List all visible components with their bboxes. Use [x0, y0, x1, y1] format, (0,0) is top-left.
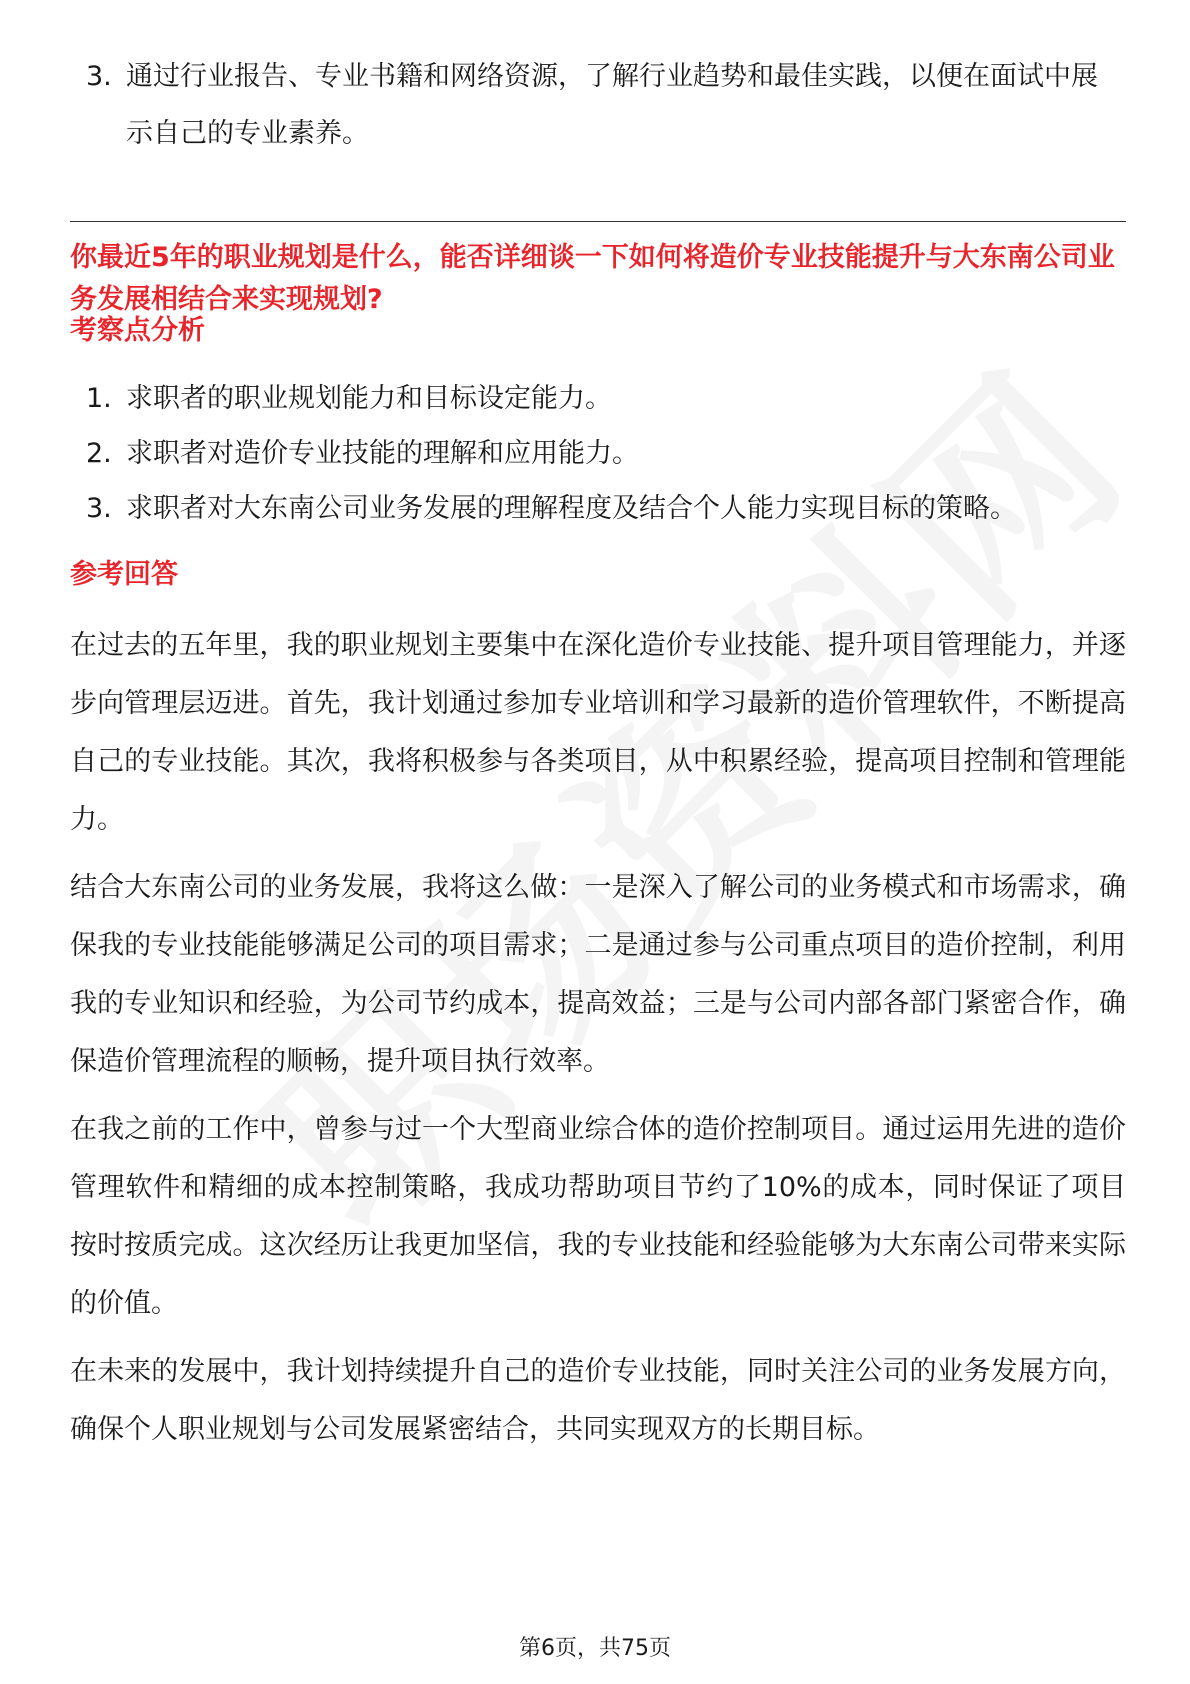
- answer-paragraph-1: 在过去的五年里，我的职业规划主要集中在深化造价专业技能、提升项目管理能力，并逐步向管理层迈进。首先，我计划通过参加专业培训和学习最新的造价管理软件，不断提高自己的专业技能。其次，我将积极参与各类项目，从中积累经验，提高项目控制和管理能力。: [70, 630, 1126, 835]
- interview-question: 你最近5年的职业规划是什么，能否详细谈一下如何将造价专业技能提升与大东南公司业务发展相结合来实现规划?: [70, 242, 1115, 315]
- section-divider: [70, 221, 1126, 222]
- list-item-text: 求职者对造价专业技能的理解和应用能力。: [126, 438, 639, 469]
- answer-paragraph-3: 在我之前的工作中，曾参与过一个大型商业综合体的造价控制项目。通过运用先进的造价管理软件和精细的成本控制策略，我成功帮助项目节约了10%的成本，同时保证了项目按时按质完成。这次经历让我更加坚信，我的专业技能和经验能够为大东南公司带来实际的价值。: [70, 1114, 1126, 1319]
- answer-paragraph-4: 在未来的发展中，我计划持续提升自己的造价专业技能，同时关注公司的业务发展方向，确保个人职业规划与公司发展紧密结合，共同实现双方的长期目标。: [70, 1356, 1126, 1445]
- list-item-number: 3.: [86, 61, 112, 92]
- list-item-number: 1.: [86, 383, 112, 414]
- list-item-number: 3.: [86, 493, 112, 524]
- list-item-text: 求职者的职业规划能力和目标设定能力。: [126, 383, 612, 414]
- list-item-text: 求职者对大东南公司业务发展的理解程度及结合个人能力实现目标的策略。: [126, 493, 1017, 524]
- list-item-text: 通过行业报告、专业书籍和网络资源，了解行业趋势和最佳实践，以便在面试中展示自己的专业素养。: [126, 61, 1098, 149]
- analysis-heading: 考察点分析: [70, 315, 205, 346]
- list-item-number: 2.: [86, 438, 112, 469]
- answer-paragraph-2: 结合大东南公司的业务发展，我将这么做：一是深入了解公司的业务模式和市场需求，确保我的专业技能能够满足公司的项目需求；二是通过参与公司重点项目的造价控制，利用我的专业知识和经验，为公司节约成本，提高效益；三是与公司内部各部门紧密合作，确保造价管理流程的顺畅，提升项目执行效率。: [70, 872, 1126, 1077]
- answer-heading: 参考回答: [70, 559, 178, 590]
- page-number: 第6页，共75页: [519, 1636, 671, 1661]
